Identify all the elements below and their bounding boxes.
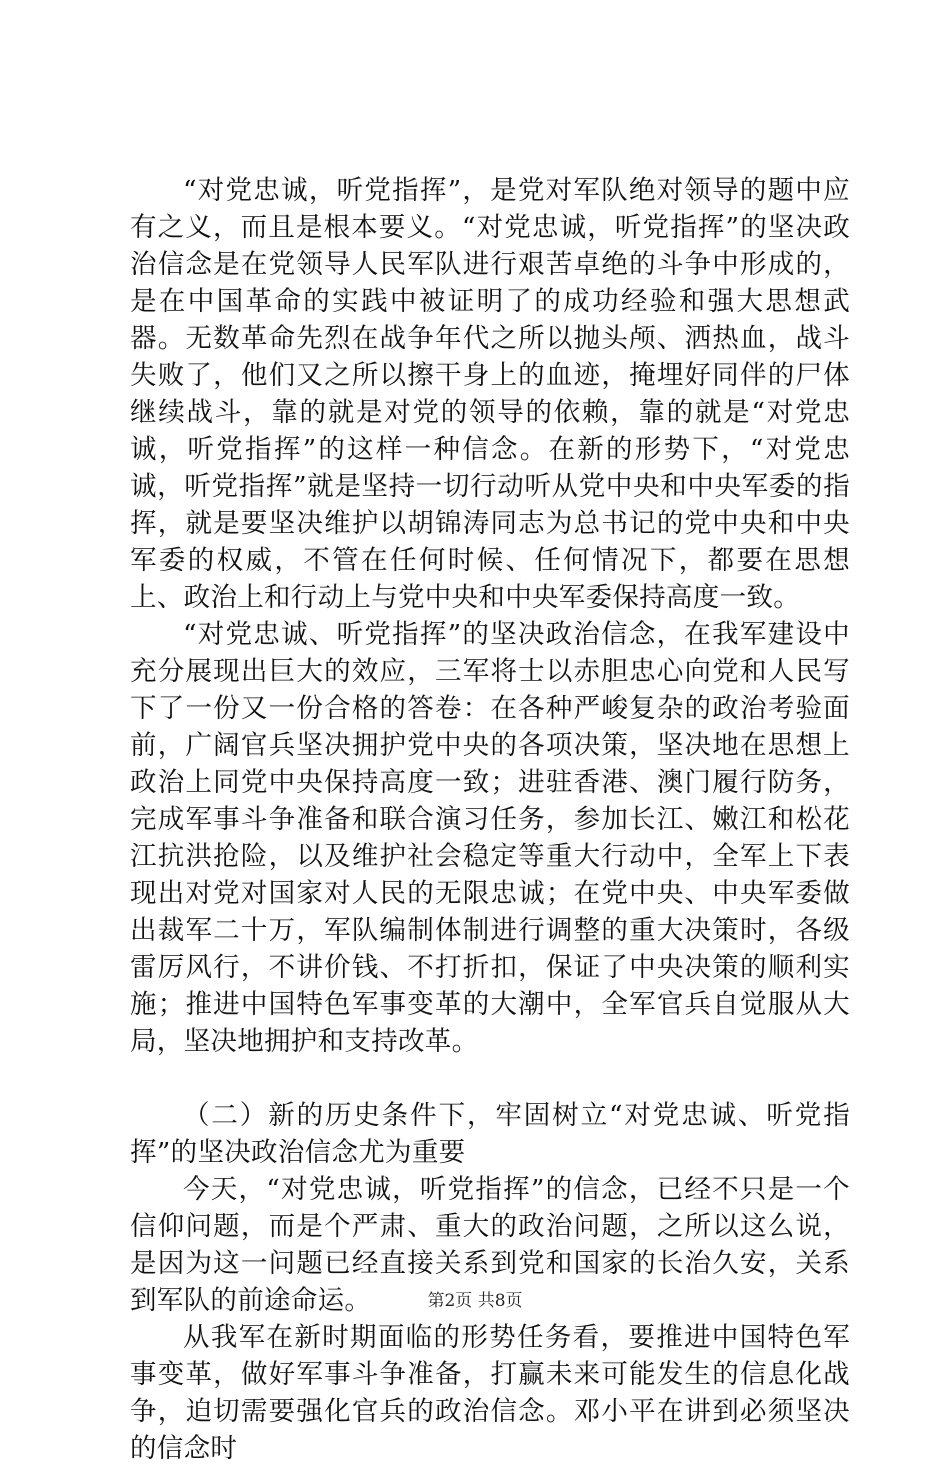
paragraph-2: “对党忠诚、听党指挥”的坚决政治信念，在我军建设中充分展现出巨大的效应，三军将士以赤胆忠心向党和人民写下了一份又一份合格的答卷：在各种严峻复杂的政治考验面前，广阔官兵坚决拥护党中央的各项决策，坚决地在思想上政治上同党中央保持高度一致；进驻香港、澳门履行防务，完成军事斗争准备和联合演习任务，参加长江、嫩江和松花江抗洪抢险，以及维护社会稳定等重大行动中，全军上下表现出对党对国家对人民的无限忠诚；在党中央、中央军委做出裁军二十万，军队编制体制进行调整的重大决策时，各级雷厉风行，不讲价钱、不打折扣，保证了中央决策的顺利实施；推进中国特色军事变革的大潮中，全军官兵自觉服从大局，坚决地拥护和支持改革。 [130, 619, 850, 1057]
section-heading: （二）新的历史条件下，牢固树立“对党忠诚、听党指挥”的坚决政治信念尤为重要 [130, 1100, 850, 1168]
paragraph-4: 从我军在新时期面临的形势任务看，要推进中国特色军事变革，做好军事斗争准备，打赢未来可能发生的信息化战争，迫切需要强化官兵的政治信念。邓小平在讲到必须坚决的信念时 [130, 1322, 850, 1464]
paragraph-spacer [130, 1060, 850, 1097]
page-footer: 第2页 共8页 [427, 1291, 523, 1311]
paragraph-3: 今天，“对党忠诚，听党指挥”的信念，已经不只是一个信仰问题，而是个严肃、重大的政治问题，之所以这么说，是因为这一问题已经直接关系到党和国家的长治久安，关系到军队的前途命运。 [130, 1174, 850, 1316]
paragraph-1: “对党忠诚，听党指挥”，是党对军队绝对领导的题中应有之义，而且是根本要义。“对党忠诚，听党指挥”的坚决政治信念是在党领导人民军队进行艰苦卓绝的斗争中形成的，是在中国革命的实践中被证明了的成功经验和强大思想武器。无数革命先烈在战争年代之所以抛头颅、洒热血，战斗失败了，他们又之所以擦干身上的血迹，掩埋好同伴的尸体继续战斗，靠的就是对党的领导的依赖，靠的就是“对党忠诚，听党指挥”的这样一种信念。在新的形势下，“对党忠诚，听党指挥”就是坚持一切行动听从党中央和中央军委的指挥，就是要坚决维护以胡锦涛同志为总书记的党中央和中央军委的权威，不管在任何时候、任何情况下，都要在思想上、政治上和行动上与党中央和中央军委保持高度一致。 [130, 175, 850, 613]
document-body [130, 172, 850, 1467]
